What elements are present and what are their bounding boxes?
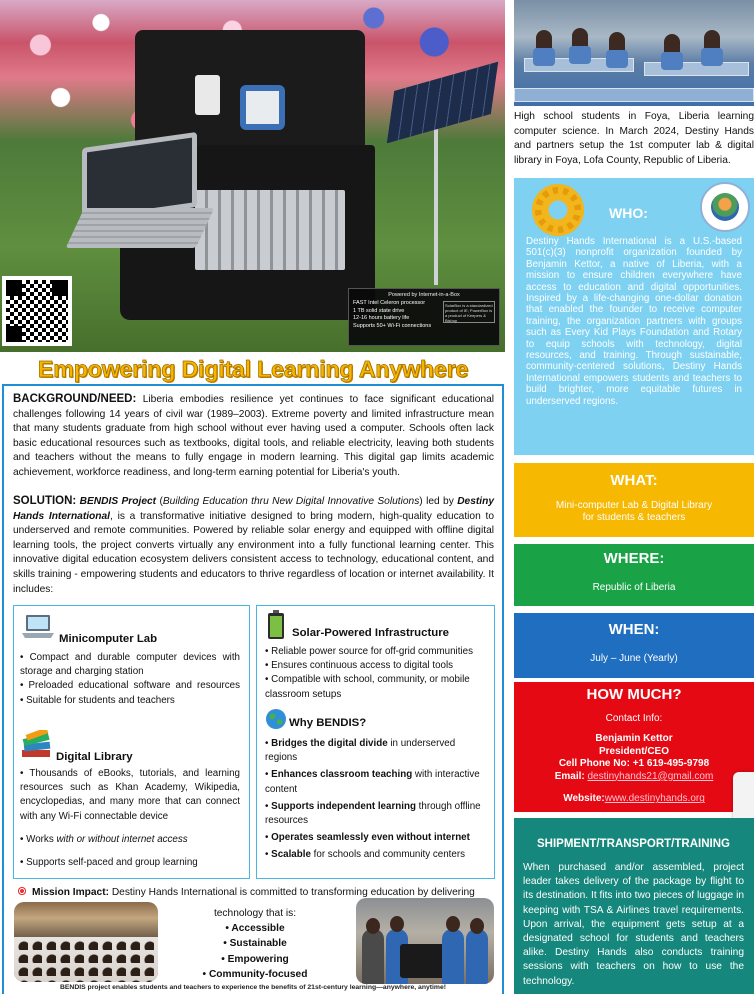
- where-section: [514, 544, 754, 606]
- list-item: • Works with or without internet access: [20, 833, 188, 845]
- spec-item: Supports 50+ Wi-Fi connections: [353, 322, 432, 329]
- list-item: • Compact and durable computer devices with storage and charging station: [20, 652, 240, 678]
- spec-item: 1 TB solid state drive: [353, 307, 405, 314]
- mission-text: Destiny Hands International is committed to transforming education by delivering: [108, 887, 475, 898]
- website-row: Website:www.destinyhands.org: [563, 793, 705, 805]
- background-text: Liberia embodies resilience yet continues to face significant educational challenges following 14 years of civil war (1989–2003). Extreme poverty and limited infrastructure mean that many students graduate from high school without ever having used a computer. Schools often lack basic educational resources such as textbooks, digital tools, and reliable electricity, leaving both students and teachers without the means to fully engage in modern learning. This digital gap limits academic achievement, workforce readiness, and long-term earning potential for Liberia's youth.: [13, 394, 495, 478]
- when-heading: WHEN:: [608, 621, 660, 638]
- qr-code[interactable]: [2, 276, 72, 346]
- what-section: [514, 463, 754, 537]
- spec-box: [348, 288, 500, 346]
- main-title: Empowering Digital Learning Anywhere: [37, 356, 469, 382]
- rotary-logo-icon: [532, 184, 584, 236]
- list-item: • Empowering: [221, 953, 289, 965]
- list-item: • Sustainable: [223, 938, 287, 950]
- list-item: • Supports self-paced and group learning: [20, 857, 198, 869]
- laptop-keyboard: [66, 208, 215, 248]
- list-item: • Operates seamlessly even without internet: [265, 832, 470, 844]
- shipment-section: [514, 818, 754, 994]
- contact-name: Benjamin Kettor: [595, 733, 673, 744]
- solution-paragraph: SOLUTION: BENDIS Project (Building Education thru New Digital Innovative Solutions) led by Destiny Hands International, is a transformative initiative designed to bring modern, high-quality education to underserved and remote communities. Powered by reliable solar energy and equipped with offline digital learning tools, the project converts virtually any environment into a fully functional learning center. This innovative digital education ecosystem delivers consistent access to technology, educational content, and skills training - empowering students and educators to thrive regardless of location or internet availability. It includes:: [13, 495, 495, 595]
- org-name: Destiny Hands International: [13, 496, 495, 522]
- how-much-heading: HOW MUCH?: [586, 686, 682, 703]
- list-item: • Community-focused: [202, 968, 308, 980]
- where-heading: WHERE:: [603, 550, 665, 567]
- contact-email-row: Email: destinyhands21@gmail.com: [554, 770, 714, 782]
- shipment-heading: SHIPMENT/TRANSPORT/TRAINING: [537, 838, 730, 850]
- solution-text: , is a transformative initiative designed to bring modern, high-quality education to underserved and remote communities. Powered by reliable solar energy and equipped with offline digital learning tools, the project converts virtually any environment into a fully functional learning center. This innovative digital education ecosystem delivers consistent access to technology, educational content, and skills training - empowering students and educators to thrive regardless of location or internet availability. It includes:: [13, 510, 494, 595]
- power-station-device: [240, 85, 285, 130]
- mission-list: [160, 906, 350, 982]
- who-heading: WHO:: [609, 205, 648, 221]
- list-item: • Accessible: [225, 923, 285, 935]
- bottom-caption: BENDIS project enables students and teachers to experience the benefits of 21st-century learning—anywhere, anytime!: [59, 984, 447, 991]
- what-heading: WHAT:: [610, 472, 658, 489]
- list-item: • Bridges the digital divide in underserved regions: [265, 738, 456, 764]
- classroom-photo: [514, 0, 754, 106]
- list-item: • Thousands of eBooks, tutorials, and learning resources such as Khan Academy, Wikipedia, encyclopedias, and many more that can connect with any Wi-Fi connectable device: [20, 768, 240, 822]
- solar-heading: Solar-Powered Infrastructure: [292, 627, 449, 639]
- list-item: • Preloaded educational software and resources: [20, 680, 240, 692]
- digital-library-list: [20, 767, 240, 870]
- minicomputer-heading: Minicomputer Lab: [59, 633, 158, 645]
- classroom-caption: High school students in Foya, Liberia learning computer science. In March 2024, Destiny Hands and partners setup the 1st computer lab & digital library in Foya, Lofa County, Republic of Liberia.: [514, 111, 754, 166]
- when-text: July – June (Yearly): [590, 653, 678, 664]
- minicomputer-list: [20, 651, 240, 708]
- solar-pole: [434, 110, 438, 285]
- laptop-icon: [21, 614, 55, 640]
- project-acronym: Building Education thru New Digital Innovative Solutions: [162, 496, 420, 507]
- why-list: [265, 737, 487, 863]
- email-link[interactable]: destinyhands21@gmail.com: [587, 770, 714, 782]
- contact-title: President/CEO: [598, 745, 670, 757]
- contact-phone: Cell Phone No: +1 619-495-9798: [558, 758, 710, 770]
- spec-list: [353, 300, 445, 330]
- what-text: Mini-computer Lab & Digital Library for students & teachers: [555, 500, 713, 523]
- contact-label: Contact Info:: [605, 713, 663, 724]
- books-icon: [20, 730, 54, 760]
- when-section: [514, 613, 754, 678]
- stacked-chromebooks: [195, 190, 345, 270]
- where-text: Republic of Liberia: [592, 582, 676, 593]
- battery-icon: [267, 610, 285, 640]
- digital-library-heading: Digital Library: [56, 751, 133, 763]
- list-item: • Compatible with school, community, or mobile classroom setups: [265, 674, 470, 700]
- students-assembly-photo: [14, 902, 158, 982]
- shipment-text: When purchased and/or assembled, project leader takes delivery of the package by flight to its destination. It fits into two pieces of luggage in keeping with TSA & Airlines travel requirements. Upon arrival, the equipment gets setup at a designated school for students and teachers alike. Destiny Hands also conducts training sessions with teachers on how to use the technology.: [523, 862, 744, 987]
- why-heading: Why BENDIS?: [289, 717, 367, 729]
- globe-icon: [265, 708, 287, 730]
- router-device: [195, 75, 220, 115]
- background-paragraph: [13, 392, 494, 481]
- list-item: • Ensures continuous access to digital tools: [265, 660, 454, 672]
- list-item: • Reliable power source for off-grid communities: [265, 646, 473, 657]
- who-section: [514, 178, 754, 455]
- list-item: • Enhances classroom teaching with interactive content: [265, 769, 480, 795]
- project-name: BENDIS Project: [79, 496, 157, 507]
- destiny-hands-logo-icon: [700, 182, 750, 232]
- mission-label: Mission Impact:: [32, 887, 109, 898]
- spec-item: 12-16 hours battery life: [353, 315, 410, 322]
- list-item: • Supports independent learning through offline resources: [265, 800, 481, 827]
- list-item: • Suitable for students and teachers: [20, 694, 175, 706]
- website-link[interactable]: www.destinyhands.org: [604, 793, 705, 805]
- background-label: BACKGROUND/NEED:: [13, 393, 137, 405]
- how-much-section: [514, 682, 754, 812]
- team-with-equipment-photo: [356, 898, 494, 984]
- target-icon: [17, 886, 27, 896]
- solar-list: [265, 645, 487, 702]
- spec-note: SolarBox is a standardized product of IE; PowerBox is a product of Keepers & Bishop: [443, 301, 495, 323]
- mission-lead: technology that is:: [213, 908, 297, 919]
- who-text: Destiny Hands International is a U.S.-based 501(c)(3) nonprofit organization founded by Benjamin Kettor, a native of Liberia, with a mission to ensure children everywhere have access to education and digital opportunities. Inspired by a life-changing one-dollar donation that enabled the founder to receive computer training, the organization partners with groups such as Every Kid Plays Foundation and Rotary to equip schools with technology, digital resources, and training. Through sustainable, community-centered solutions, Destiny Hands International empowers students and teachers to build brighter, more equitable futures in underserved regions.: [526, 236, 742, 407]
- solution-label: SOLUTION:: [13, 495, 77, 507]
- spec-item: FAST Intel Celeron processor: [353, 300, 426, 306]
- list-item: • Scalable for schools and community centers: [265, 849, 466, 861]
- spec-title: Powered by Internet-in-a-Box: [388, 292, 460, 298]
